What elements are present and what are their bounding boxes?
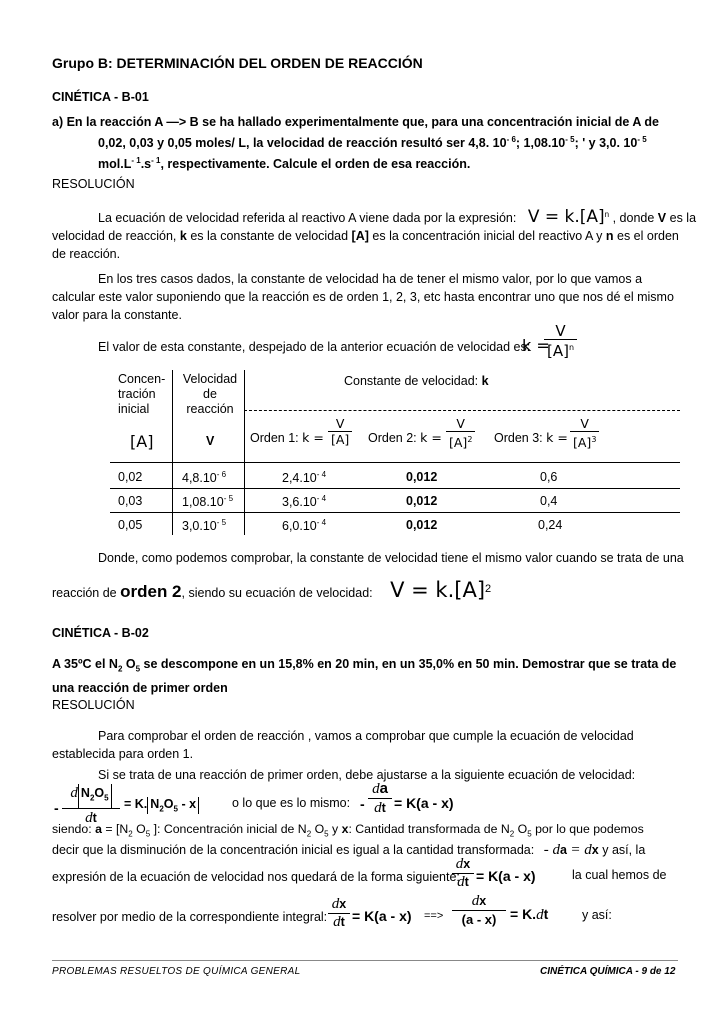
conclusion-line1: Donde, como podemos comprobar, la constante de velocidad tiene el mismo valor cuando se trata de una bbox=[98, 551, 684, 565]
orden3-fraction: $\frac{V}{[A]^3}$ bbox=[570, 416, 599, 450]
paragraph-order-check: Para comprobar el orden de reacción , vamos a comprobar que cumple la ecuación de velocidad establecida para orden 1. bbox=[52, 729, 634, 761]
conclusion-line2: reacción de orden 2, siendo su ecuación de velocidad: $V = k.[A]^2$ bbox=[52, 578, 492, 602]
header-constante: Constante de velocidad: k bbox=[344, 374, 489, 388]
paragraph-siendo: siendo: $a = [N_2$ $O_5$ ]: Concentración inicial de $N_2$ $O_5$ y x: Cantidad transformada de $N_2$ $O_5$ por lo que podemos bbox=[52, 822, 644, 839]
subheader-orden1: Orden 1: k = bbox=[250, 430, 324, 445]
orden2-fraction: $\frac{V}{[A]^2}$ bbox=[446, 416, 475, 450]
paragraph-asi: y así: bbox=[582, 908, 612, 922]
eq5-fraction: dx (a - x) bbox=[452, 893, 506, 928]
eq1-minus: - bbox=[54, 800, 59, 816]
problem1-statement: a) En la reacción A —> B se ha hallado experimentalmente que, para una concentración inicial de A de 0,02, 0,03 y 0,05 moles/ L, la velocidad de reacción resultó ser 4,8. $10^{- 6}$; $1,08.10^{- 5}$; ' y 3,0. $10^{- 5}$ $mol.L^{- 1}.s^{- 1}$, respectivamente. Calcule el orden de esa reacción. bbox=[52, 115, 660, 172]
paragraph-k-expression: El valor de esta constante, despejado de la anterior ecuación de velocidad es: bbox=[98, 340, 531, 354]
problem2-statement: A 35ºC el $N_2$ $O_5$ se descompone en un 15,8% en 20 min, en un 35,0% en 50 min. Demostrar que se trata de una reacción de primer orden bbox=[52, 657, 677, 695]
subheader-orden3: Orden 3: k = bbox=[494, 430, 568, 445]
k-table: Concen- tración inicial Velocidad de reacción Constante de velocidad: k [A] V Orden 1: k = $\frac{V}{[A]}$ Orden 2: k = $\frac{V}{[A]^2}$ Orden 3: k = $\frac{V}{[A]^3}$ 0,02 $4,8.10^{- 6}$ $2,4.10^{- 4}$ 0,012 0,6 0,03 $1,08.10^{- 5}$ $3,6.10^{- 4}$ 0,012 0,4 0,05 $3,0.10^{- 5}$ $6,0.10^{- 4}$ 0,012 0,24 bbox=[110, 370, 680, 535]
header-concentracion: Concen- tración inicial bbox=[118, 372, 166, 416]
header-velocidad: Velocidad de reacción bbox=[182, 372, 238, 416]
orden1-fraction: $\frac{V}{[A]}$ bbox=[328, 416, 352, 447]
implies-arrow: ==> bbox=[424, 910, 444, 922]
resolucion-label-1: RESOLUCIÓN bbox=[52, 177, 135, 191]
paragraph-cual: la cual hemos de bbox=[572, 868, 667, 882]
paragraph-disminucion: decir que la disminución de la concentración inicial es igual a la cantidad transformada: - da = dx y así, la bbox=[52, 842, 646, 858]
eq2-minus: - bbox=[360, 796, 365, 812]
paragraph-expresion: expresión de la ecuación de velocidad nos quedará de la forma siguiente: bbox=[52, 870, 460, 884]
subheader-V: V bbox=[206, 434, 215, 448]
paragraph-resolver: resolver por medio de la correspondiente integral: bbox=[52, 910, 328, 924]
paragraph-first-order: Si se trata de una reacción de primer orden, debe ajustarse a la siguiente ecuación de velocidad: bbox=[98, 768, 636, 782]
eq3-rhs: = K(a - x) bbox=[476, 868, 536, 884]
paragraph-constant: En los tres casos dados, la constante de velocidad ha de tener el mismo valor, por lo que vamos a calcular este valor suponiendo que la reacción es de orden 1, 2, 3, etc hasta encontrar uno que nos dé el mismo valor para la constante. bbox=[52, 272, 674, 322]
eq2-fraction: da dt bbox=[368, 780, 392, 817]
k-fraction: $\frac{V}{[A]^n}$ bbox=[544, 324, 577, 359]
problem2-title: CINÉTICA - B-02 bbox=[52, 626, 149, 640]
eq5-rhs: = K.dt bbox=[510, 906, 549, 923]
group-title: Grupo B: DETERMINACIÓN DEL ORDEN DE REACCIÓN bbox=[52, 55, 423, 71]
eq2-rhs: = K(a - x) bbox=[394, 795, 454, 811]
eq1-rhs: = K. $N_2O_5$ - x bbox=[124, 797, 199, 814]
k-equals: k = bbox=[522, 336, 550, 355]
eq3-fraction: dx dt bbox=[452, 856, 474, 891]
subheader-orden2: Orden 2: k = bbox=[368, 430, 442, 445]
footer-left: PROBLEMAS RESUELTOS DE QUÍMICA GENERAL bbox=[52, 966, 301, 977]
eq1-fraction: d $N_2O_5$ dt bbox=[62, 784, 120, 827]
eq4-fraction: dx dt bbox=[328, 896, 350, 931]
resolucion-label-2: RESOLUCIÓN bbox=[52, 698, 135, 712]
footer-right: CINÉTICA QUÍMICA - 9 de 12 bbox=[540, 966, 676, 977]
eq4-rhs: = K(a - x) bbox=[352, 908, 412, 924]
problem1-title: CINÉTICA - B-01 bbox=[52, 90, 149, 104]
subheader-A: [A] bbox=[130, 432, 154, 451]
eq-middle-text: o lo que es lo mismo: bbox=[232, 796, 351, 810]
paragraph-rate-equation: La ecuación de velocidad referida al reactivo A viene dada por la expresión: $V = k.[A]^n$ , donde V es la velocidad de reacción, k es la constante de velocidad [A] es la concentración inicial del reactivo A y n es el orden de reacción. bbox=[52, 207, 697, 262]
